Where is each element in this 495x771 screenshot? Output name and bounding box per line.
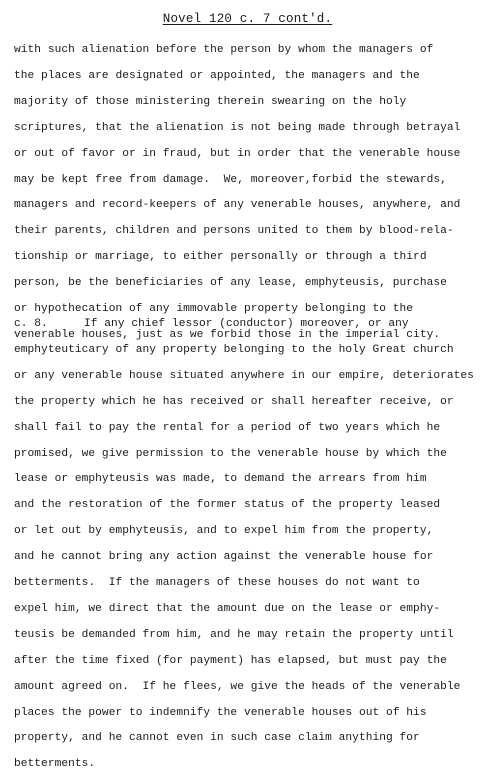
text-line: emphyteuticary of any property belonging to the holy Great church [14,343,454,356]
text-line: betterments. [14,758,96,771]
page-header [0,12,495,26]
text-line: their parents, children and persons united to them by blood-rela- [14,225,454,238]
text-line: or out of favor or in fraud, but in order that the venerable house [14,147,461,160]
text-line: the places are designated or appointed, the managers and the [14,69,420,82]
text-line: the property which he has received or shall hereafter receive, or [14,395,454,408]
text-line: tionship or marriage, to either personally or through a third [14,251,427,264]
text-line: property, and he cannot even in such case claim anything for [14,732,420,745]
text-line: and he cannot bring any action against the venerable house for [14,551,434,564]
text-line: betterments. If the managers of these houses do not want to [14,577,420,589]
text-line: after the time fixed (for payment) has elapsed, but must pay the [14,654,447,667]
text-line: venerable houses, just as we forbid those in the imperial city. [14,328,441,341]
text-line: expel him, we direct that the amount due on the lease or emphy- [14,602,441,615]
text-line: teusis be demanded from him, and he may retain the property until [14,628,454,641]
page-title: Novel 120 c. 7 cont'd. [162,12,333,26]
text-line: shall fail to pay the rental for a period of two years which he [14,421,441,434]
text-line: and the restoration of the former status of the property leased [14,499,441,512]
section-number: c. 8. [14,318,48,330]
text-line: amount agreed on. If he flees, we give the heads of the venerable [14,680,461,693]
text-line: or hypothecation of any immovable property belonging to the [14,303,414,315]
text-line: with such alienation before the person by whom the managers of [14,44,434,56]
text-line: If any chief lessor (conductor) moreover, or any [84,318,409,330]
section-first-line [14,317,484,331]
text-line: may be kept free from damage. We, moreover,forbid the stewards, [14,173,447,186]
text-line: lease or emphyteusis was made, to demand the arrears from him [14,473,427,486]
text-line: or let out by emphyteusis, and to expel him from the property, [14,525,434,538]
text-line: promised, we give permission to the venerable house by which the [14,447,447,460]
text-line: managers and record-keepers of any venerable houses, anywhere, and [14,199,461,212]
text-line: scriptures, that the alienation is not being made through betrayal [14,121,461,134]
text-line: places the power to indemnify the venerable houses out of his [14,706,427,719]
text-line: person, be the beneficiaries of any lease, emphyteusis, purchase [14,277,447,290]
text-line: or any venerable house situated anywhere in our empire, deteriorates [14,369,474,382]
text-line: majority of those ministering therein swearing on the holy [14,95,407,108]
